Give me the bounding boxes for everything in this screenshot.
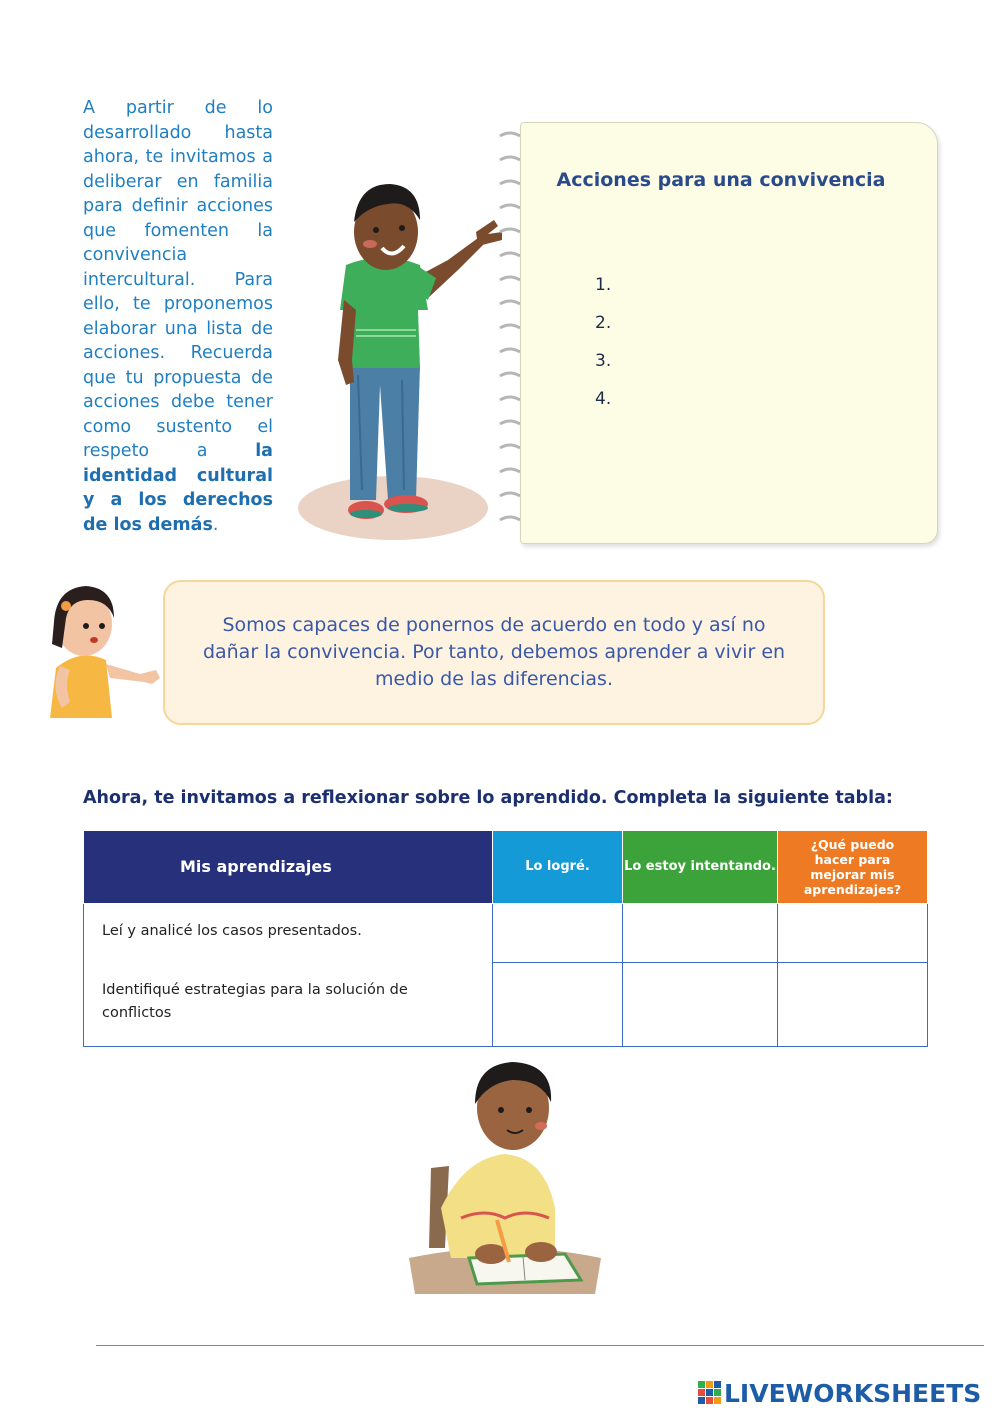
header-lo-logre: Lo logré.: [493, 831, 623, 904]
brand-name: LIVEWORKSHEETS: [724, 1378, 982, 1408]
table-instruction: Ahora, te invitamos a reflexionar sobre lo aprendido. Completa la siguiente tabla:: [83, 788, 893, 808]
girl-illustration: [40, 578, 165, 718]
header-mis-aprendizajes: Mis aprendizajes: [84, 831, 493, 904]
answer-cell-2-intentando[interactable]: [623, 963, 778, 1047]
writing-boy-illustration: [405, 1058, 605, 1298]
action-item-1[interactable]: 1.: [595, 275, 612, 295]
liveworksheets-icon: [698, 1381, 722, 1405]
answer-cell-1-mejorar[interactable]: [778, 904, 928, 963]
actions-note-card: [520, 122, 938, 544]
action-item-4[interactable]: 4.: [595, 389, 612, 409]
answer-cell-1-logre[interactable]: [493, 904, 623, 963]
answer-cell-2-mejorar[interactable]: [778, 963, 928, 1047]
intro-text: A partir de lo desarrollado hasta ahora, te invitamos a deliberar en familia para definir acciones que fomenten la convivencia intercultural. Para ello, te proponemos elaborar una lista de acciones. Recuerda que tu propuesta de acciones debe tener como sustento el respeto a: [83, 98, 273, 461]
liveworksheets-logo: [698, 1378, 981, 1408]
footer-divider: [96, 1345, 984, 1346]
intro-end: .: [212, 514, 219, 535]
speech-bubble: [163, 580, 825, 725]
bubble-text: Somos capaces de ponernos de acuerdo en todo y así no dañar la convivencia. Por tanto, debemos aprender a vivir en medio de las diferencias.: [202, 614, 786, 690]
intro-paragraph: [83, 96, 273, 537]
note-title: Acciones para una convivencia: [556, 169, 886, 191]
answer-cell-2-logre[interactable]: [493, 963, 623, 1047]
criteria-cell: [84, 904, 493, 1047]
standing-boy-illustration: [298, 170, 508, 540]
table-row: [84, 904, 928, 963]
criterion-2: Identifiqué estrategias para la solución de conflictos: [102, 982, 408, 1021]
action-item-3[interactable]: 3.: [595, 351, 612, 371]
criterion-1: Leí y analicé los casos presentados.: [102, 923, 362, 939]
answer-cell-1-intentando[interactable]: [623, 904, 778, 963]
self-evaluation-table: [83, 830, 928, 1047]
header-lo-estoy-intentando: Lo estoy intentando.: [623, 831, 778, 904]
action-item-2[interactable]: 2.: [595, 313, 612, 333]
header-que-puedo-hacer: ¿Qué puedo hacer para mejorar mis aprendizajes?: [778, 831, 928, 904]
intro-bold-text: la identidad cultural y a los derechos de los demás: [83, 441, 273, 535]
table-header-row: [84, 831, 928, 904]
actions-list: [595, 273, 611, 425]
